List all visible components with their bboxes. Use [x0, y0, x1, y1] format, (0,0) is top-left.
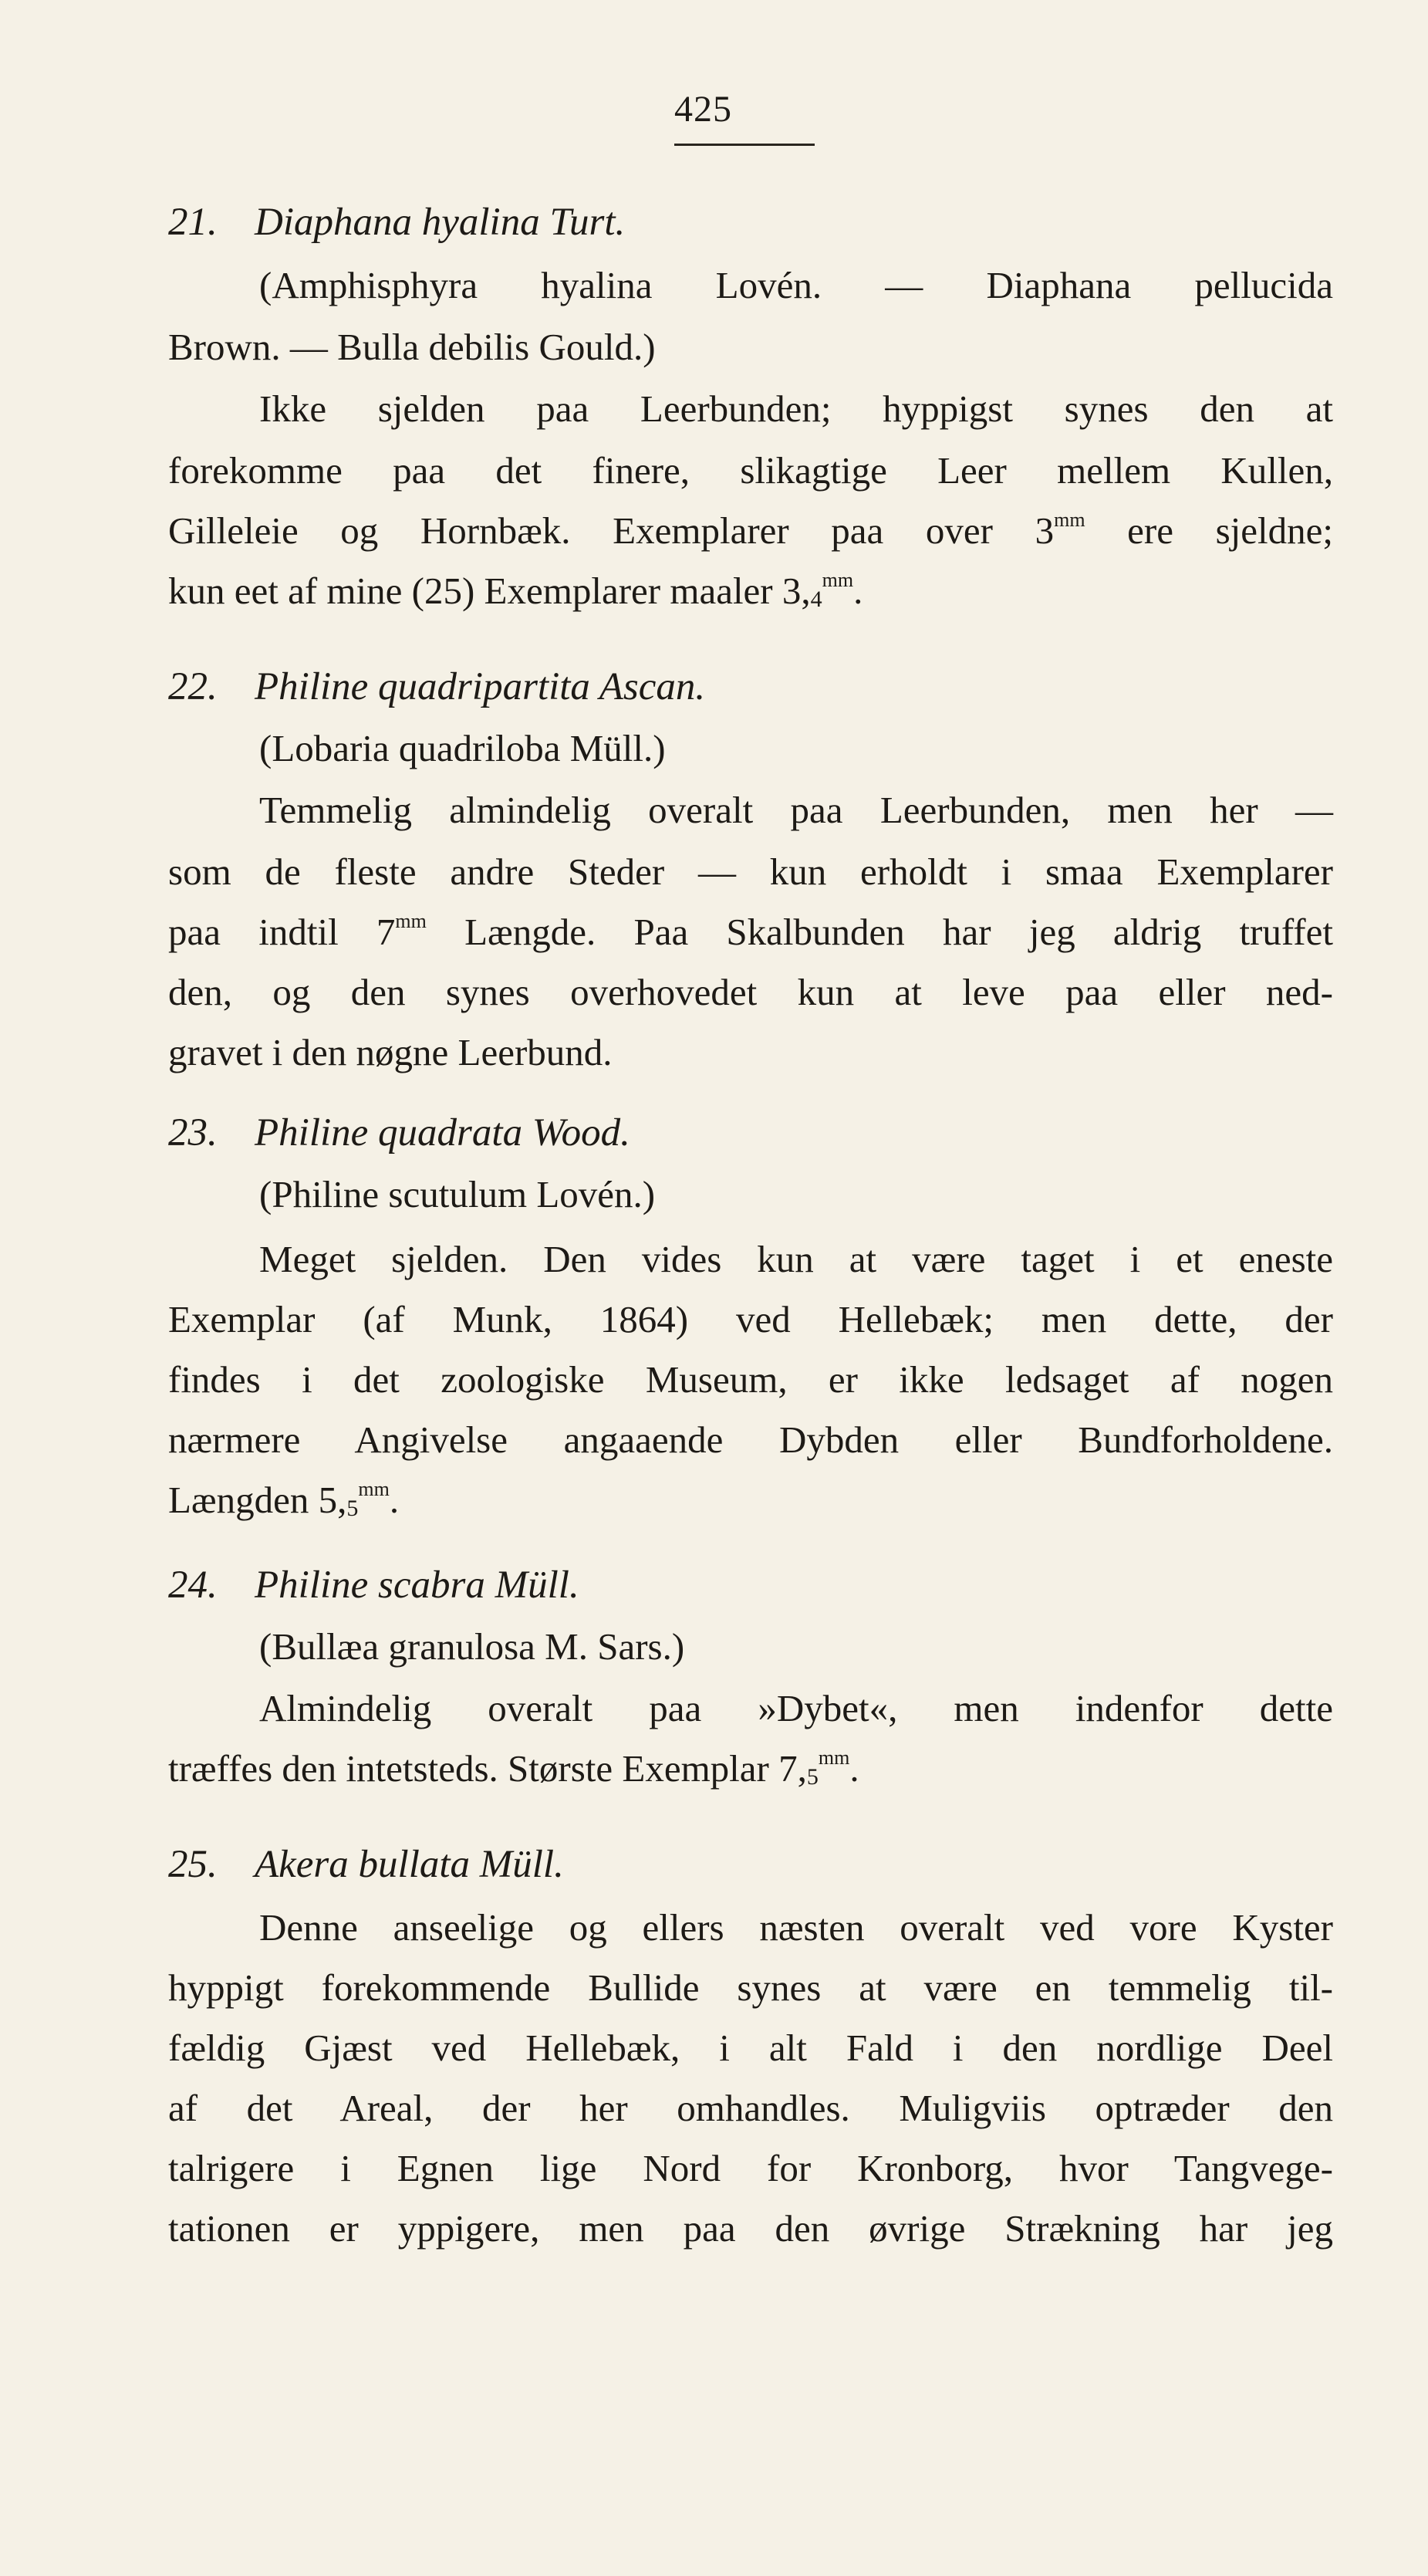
page-number: 425: [674, 89, 732, 130]
entry-number: 23.: [168, 1111, 218, 1154]
text-segment: ere sjeldne;: [1085, 509, 1333, 552]
text-line: nærmere Angivelse angaaende Dybden eller Bundforholdene.: [168, 1418, 1333, 1461]
entry-number: 22.: [168, 665, 218, 708]
text-line: tationen er yppigere, men paa den øvrige Strækning har jeg: [168, 2207, 1333, 2250]
synonym-line: (Lobaria quadriloba Müll.): [259, 727, 666, 769]
text-line: findes i det zoologiske Museum, er ikke ledsaget af nogen: [168, 1358, 1333, 1401]
text-line: af det Areal, der her omhandles. Muligviis optræder den: [168, 2087, 1333, 2129]
text-segment: Længden 5,: [168, 1479, 347, 1521]
entry-heading-24: [168, 1562, 1333, 1608]
text-line: Almindelig overalt paa »Dybet«, men indenfor dette: [259, 1687, 1333, 1729]
entry-heading-21: [168, 199, 1333, 245]
species-name: Philine scabra Müll.: [255, 1564, 579, 1607]
entry-number: 25.: [168, 1843, 218, 1886]
text-segment: .: [849, 1747, 859, 1790]
text-line: hyppigt forekommende Bullide synes at være en temmelig til-: [168, 1966, 1333, 2009]
entry-heading-22: [168, 664, 1333, 710]
text-segment: paa indtil 7: [168, 911, 396, 953]
text-line: Ikke sjelden paa Leerbunden; hyppigst synes den at: [259, 387, 1333, 430]
text-line: Meget sjelden. Den vides kun at være taget i et eneste: [259, 1238, 1333, 1280]
text-segment: Gilleleie og Hornbæk. Exemplarer paa over 3: [168, 509, 1055, 552]
species-name: Philine quadrata Wood.: [255, 1111, 630, 1154]
species-name: Philine quadripartita Ascan.: [255, 665, 706, 708]
entry-number: 21.: [168, 201, 218, 244]
synonym-line: (Philine scutulum Lovén.): [259, 1173, 656, 1215]
decimal-subscript: 5: [346, 1496, 359, 1521]
text-line: [168, 1477, 1333, 1523]
synonym-line: (Bullæa granulosa M. Sars.): [259, 1625, 685, 1668]
text-line: den, og den synes overhovedet kun at leve paa eller ned-: [168, 971, 1333, 1013]
synonym-line: Brown. — Bulla debilis Gould.): [168, 326, 656, 368]
decimal-subscript: 5: [806, 1764, 819, 1790]
text-line: som de fleste andre Steder — kun erholdt i smaa Exemplarer: [168, 850, 1333, 893]
unit-superscript: mm: [822, 569, 854, 591]
text-line: forekomme paa det finere, slikagtige Leer mellem Kullen,: [168, 449, 1333, 492]
text-line: Denne anseelige og ellers næsten overalt ved vore Kyster: [259, 1906, 1333, 1949]
entry-heading-25: [168, 1841, 1333, 1888]
text-line: Exemplar (af Munk, 1864) ved Hellebæk; men dette, der: [168, 1298, 1333, 1340]
text-line: gravet i den nøgne Leerbund.: [168, 1031, 613, 1073]
text-line: [168, 568, 1333, 614]
species-name: Diaphana hyalina Turt.: [255, 201, 626, 244]
page-number-rule: [674, 144, 815, 146]
text-line: Temmelig almindelig overalt paa Leerbunden, men her —: [259, 789, 1333, 831]
text-line: talrigere i Egnen lige Nord for Kronborg, hvor Tangvege-: [168, 2147, 1333, 2189]
entry-number: 24.: [168, 1564, 218, 1607]
text-segment: kun eet af mine (25) Exemplarer maaler 3,: [168, 570, 811, 612]
decimal-subscript: 4: [810, 587, 822, 612]
unit-superscript: mm: [358, 1478, 390, 1500]
text-line: [168, 1746, 1333, 1792]
unit-superscript: mm: [818, 1746, 850, 1769]
unit-superscript: mm: [1054, 509, 1085, 531]
text-line: [168, 909, 1333, 955]
text-segment: .: [853, 570, 863, 612]
entry-heading-23: [168, 1110, 1333, 1156]
text-segment: .: [389, 1479, 400, 1521]
unit-superscript: mm: [395, 910, 427, 932]
text-segment: Længde. Paa Skalbunden har jeg aldrig truffet: [426, 911, 1333, 953]
species-name: Akera bullata Müll.: [255, 1843, 564, 1886]
synonym-line: (Amphisphyra hyalina Lovén. — Diaphana pellucida: [259, 264, 1333, 306]
text-line: fældig Gjæst ved Hellebæk, i alt Fald i den nordlige Deel: [168, 2027, 1333, 2069]
text-line: [168, 508, 1333, 554]
text-segment: træffes den intetsteds. Største Exemplar 7,: [168, 1747, 807, 1790]
